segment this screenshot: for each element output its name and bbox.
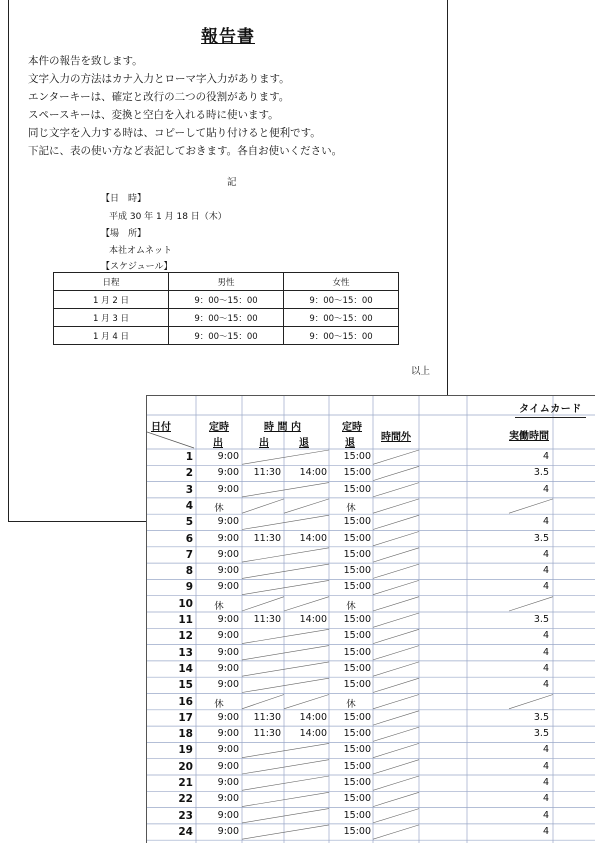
header-start-bottom: 出 [213,438,223,449]
day-number: 7 [185,548,193,561]
end-time-cell: 休 [346,600,356,612]
end-time-cell: 15:00 [343,793,371,805]
actual-hours-cell: 3.5 [533,728,549,740]
start-time-cell: 9:00 [217,565,239,577]
end-time-cell: 15:00 [343,516,371,528]
report-line: 同じ文字を入力する時は、コピーして貼り付けると便利です。 [28,127,321,139]
start-time-cell: 9:00 [217,793,239,805]
day-number: 8 [185,565,193,578]
header-diagonal [147,432,194,448]
schedule-header: 男性 [169,273,284,291]
overtime-diagonal [373,792,419,806]
actual-hours-cell: 4 [542,565,549,577]
header-start-top: 定時 [209,422,229,433]
overtime-diagonal [373,532,419,546]
overtime-diagonal [373,597,419,611]
actual-hours-cell: 4 [542,760,549,772]
day-number: 2 [185,467,193,480]
start-time-cell: 9:00 [217,711,239,723]
empty-cell-diagonal [242,564,329,578]
report-line: スペースキーは、変換と空白を入れる時に使います。 [28,109,279,121]
day-number: 5 [185,516,193,529]
actual-hours-cell: 4 [542,483,549,495]
overtime-diagonal [373,646,419,660]
header-mid-back: 退 [299,438,309,449]
empty-cell-diagonal [242,695,284,709]
mid-out-time-cell: 11:30 [253,711,281,723]
empty-cell-diagonal [242,776,329,790]
actual-hours-cell: 4 [542,793,549,805]
start-time-cell: 9:00 [217,467,239,479]
actual-hours-cell: 4 [542,548,549,560]
empty-cell-diagonal [509,695,553,709]
day-number: 12 [178,630,193,643]
header-mid-top: 時 間 内 [264,422,301,433]
start-time-cell: 9:00 [217,825,239,837]
end-time-cell: 15:00 [343,646,371,658]
start-time-cell: 9:00 [217,760,239,772]
actual-hours-cell: 3.5 [533,614,549,625]
overtime-diagonal [373,548,419,562]
empty-cell-diagonal [242,597,284,611]
overtime-diagonal [373,776,419,790]
empty-cell-diagonal [509,597,553,611]
timecard-sheet [146,395,595,843]
schedule-header: 女性 [284,273,399,291]
start-time-cell: 9:00 [217,777,239,788]
empty-cell-diagonal [284,695,329,709]
overtime-diagonal [373,580,419,594]
start-time-cell: 9:00 [217,646,239,658]
empty-cell-diagonal [242,809,329,823]
timecard-title: タイムカード [519,400,582,415]
empty-cell-diagonal [242,548,329,562]
day-number: 23 [178,809,193,822]
timecard-grid [147,396,595,843]
empty-cell-diagonal [242,629,329,643]
empty-cell-diagonal [242,743,329,757]
start-time-cell: 9:00 [217,516,239,528]
overtime-diagonal [373,662,419,676]
mid-back-time-cell: 14:00 [299,728,327,740]
day-number: 20 [178,760,193,773]
start-time-cell: 9:00 [217,451,239,462]
actual-hours-cell: 4 [542,630,549,642]
mid-out-time-cell: 11:30 [253,728,281,740]
schedule-row [54,327,399,345]
empty-cell-diagonal [242,678,329,692]
place-label: 【場 所】 [101,229,147,239]
end-time-cell: 15:00 [343,614,371,625]
actual-hours-cell: 4 [542,777,549,788]
empty-cell-diagonal [242,825,329,839]
overtime-diagonal [373,743,419,757]
end-time-cell: 15:00 [343,777,371,788]
end-time-cell: 15:00 [343,581,371,593]
header-end-bottom: 退 [345,438,355,449]
end-time-cell: 15:00 [343,760,371,772]
day-number: 11 [178,614,193,626]
empty-cell-diagonal [242,792,329,806]
overtime-diagonal [373,564,419,578]
end-time-cell: 15:00 [343,467,371,479]
end-time-cell: 15:00 [343,565,371,577]
end-time-cell: 休 [346,698,356,710]
end-time-cell: 15:00 [343,451,371,462]
day-number: 1 [185,451,193,463]
day-number: 22 [178,793,193,806]
empty-cell-diagonal [242,580,329,594]
day-number: 19 [178,744,193,757]
end-time-cell: 15:00 [343,483,371,495]
end-time-cell: 15:00 [343,532,371,544]
actual-hours-cell: 3.5 [533,532,549,544]
schedule-cell: 9：00～15：00 [169,327,284,345]
overtime-diagonal [373,825,419,839]
actual-hours-cell: 4 [542,679,549,691]
actual-hours-cell: 3.5 [533,711,549,723]
schedule-header-row [54,273,399,291]
start-time-cell: 9:00 [217,744,239,756]
report-line: 文字入力の方法はカナ入力とローマ字入力があります。 [28,73,290,85]
header-overtime: 時間外 [381,432,411,443]
overtime-diagonal [373,695,419,709]
report-title: 報告書 [201,27,255,47]
day-number: 13 [178,646,193,659]
start-time-cell: 9:00 [217,614,239,625]
day-number: 9 [185,581,193,594]
end-time-cell: 15:00 [343,728,371,740]
schedule-cell: 9：00～15：00 [284,291,399,309]
report-line: エンターキーは、確定と改行の二つの役割があります。 [28,91,290,103]
start-time-cell: 休 [214,502,224,514]
empty-cell-diagonal [509,499,553,513]
day-number: 10 [178,597,193,610]
overtime-diagonal [373,629,419,643]
day-number: 24 [178,825,193,838]
day-number: 15 [178,679,193,692]
overtime-diagonal [373,760,419,774]
overtime-diagonal [373,711,419,725]
empty-cell-diagonal [284,499,329,513]
schedule-row [54,309,399,327]
end-time-cell: 15:00 [343,548,371,560]
end-time-cell: 15:00 [343,809,371,821]
empty-cell-diagonal [242,450,329,464]
report-line: 本件の報告を致します。 [28,55,143,67]
end-time-cell: 15:00 [343,744,371,756]
schedule-cell: 9：00～15：00 [284,327,399,345]
actual-hours-cell: 4 [542,662,549,674]
start-time-cell: 9:00 [217,483,239,495]
date-value: 平成 30 年 1 月 18 日（木） [109,212,227,222]
schedule-cell: 9：00～15：00 [169,309,284,327]
empty-cell-diagonal [242,662,329,676]
start-time-cell: 9:00 [217,728,239,740]
empty-cell-diagonal [242,515,329,529]
actual-hours-cell: 4 [542,825,549,837]
schedule-header: 日程 [54,273,169,291]
overtime-diagonal [373,678,419,692]
end-time-cell: 15:00 [343,711,371,723]
schedule-cell: 9：00～15：00 [284,309,399,327]
start-time-cell: 9:00 [217,662,239,674]
schedule-row [54,291,399,309]
overtime-diagonal [373,809,419,823]
header-actual: 実働時間 [509,431,549,442]
end-time-cell: 15:00 [343,630,371,642]
closing-text: 以上 [411,366,431,377]
mid-back-time-cell: 14:00 [299,532,327,544]
actual-hours-cell: 4 [542,451,549,462]
day-number: 4 [185,499,193,512]
start-time-cell: 9:00 [217,679,239,691]
overtime-diagonal [373,499,419,513]
end-time-cell: 15:00 [343,679,371,691]
schedule-label: 【スケジュール】 [101,262,173,272]
overtime-diagonal [373,450,419,464]
start-time-cell: 9:00 [217,532,239,544]
day-number: 16 [178,695,193,708]
overtime-diagonal [373,515,419,529]
start-time-cell: 9:00 [217,581,239,593]
day-number: 6 [185,532,193,545]
schedule-cell: 1 月 4 日 [54,327,169,345]
header-mid-out: 出 [259,438,269,449]
start-time-cell: 9:00 [217,630,239,642]
actual-hours-cell: 4 [542,744,549,756]
start-time-cell: 休 [214,600,224,612]
mid-out-time-cell: 11:30 [253,614,281,625]
end-time-cell: 休 [346,502,356,514]
overtime-diagonal [373,483,419,497]
overtime-diagonal [373,613,419,627]
schedule-cell: 1 月 3 日 [54,309,169,327]
empty-cell-diagonal [242,499,284,513]
actual-hours-cell: 4 [542,646,549,658]
empty-cell-diagonal [242,646,329,660]
schedule-cell: 1 月 2 日 [54,291,169,309]
day-number: 18 [178,728,193,741]
overtime-diagonal [373,466,419,480]
actual-hours-cell: 4 [542,809,549,821]
end-time-cell: 15:00 [343,825,371,837]
ki-heading: 記 [227,177,237,188]
day-number: 21 [178,777,193,789]
actual-hours-cell: 4 [542,581,549,593]
schedule-table [53,272,399,345]
overtime-diagonal [373,727,419,741]
empty-cell-diagonal [242,760,329,774]
date-label: 【日 時】 [101,194,147,204]
actual-hours-cell: 3.5 [533,467,549,479]
mid-back-time-cell: 14:00 [299,614,327,625]
mid-back-time-cell: 14:00 [299,467,327,479]
day-number: 3 [185,483,193,496]
header-day: 日付 [151,422,171,433]
schedule-cell: 9：00～15：00 [169,291,284,309]
start-time-cell: 休 [214,698,224,710]
mid-out-time-cell: 11:30 [253,467,281,479]
empty-cell-diagonal [242,483,329,497]
place-value: 本社オムネット [109,246,173,256]
end-time-cell: 15:00 [343,662,371,674]
start-time-cell: 9:00 [217,548,239,560]
empty-cell-diagonal [284,597,329,611]
start-time-cell: 9:00 [217,809,239,821]
actual-hours-cell: 4 [542,516,549,528]
report-line: 下記に、表の使い方など表記しておきます。各自お使いください。 [28,145,343,157]
header-end-top: 定時 [342,422,362,433]
day-number: 17 [178,711,193,724]
mid-back-time-cell: 14:00 [299,711,327,723]
day-number: 14 [178,662,193,675]
mid-out-time-cell: 11:30 [253,532,281,544]
